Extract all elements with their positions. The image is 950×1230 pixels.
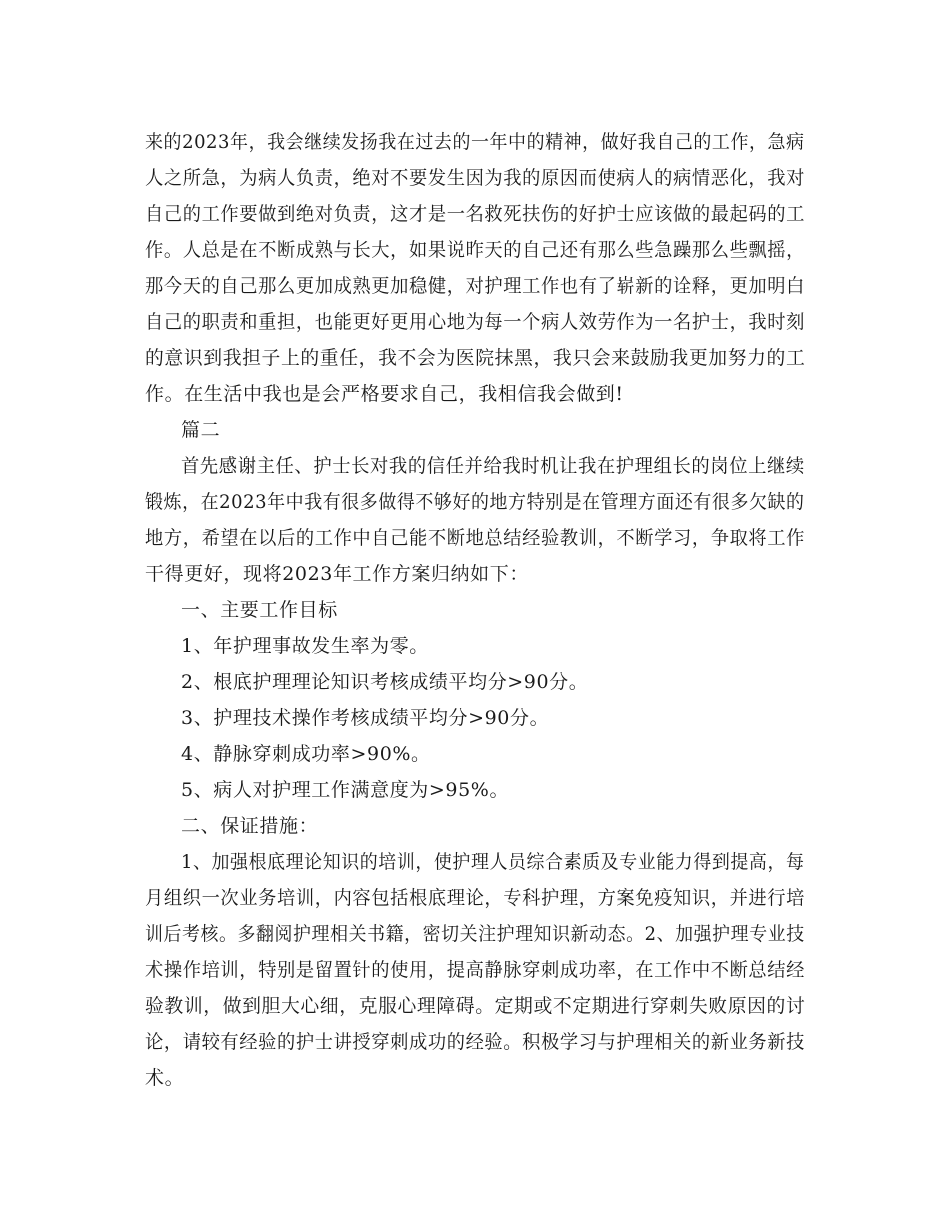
text-line: 1、加强根底理论知识的培训，使护理人员综合素质及专业能力得到提高，每 [181, 851, 805, 873]
section-heading: 篇二 [181, 419, 221, 441]
text-line: 首先感谢主任、护士长对我的信任并给我时机让我在护理组长的岗位上继续 [181, 455, 805, 477]
list-item: 5、病人对护理工作满意度为>95%。 [181, 779, 510, 801]
text-line: 验教训，做到胆大心细，克服心理障碍。定期或不定期进行穿刺失败原因的讨 [145, 995, 806, 1017]
text-line: 人之所急，为病人负责，绝对不要发生因为我的原因而使病人的病情恶化，我对 [145, 167, 806, 189]
text-line: 作。在生活中我也是会严格要求自己，我相信我会做到! [145, 383, 624, 405]
list-item: 3、护理技术操作考核成绩平均分>90分。 [181, 707, 550, 729]
list-item: 1、年护理事故发生率为零。 [181, 635, 429, 657]
text-line: 论，请较有经验的护士讲授穿刺成功的经验。积极学习与护理相关的新业务新技 [145, 1031, 806, 1053]
text-line: 术。 [145, 1067, 185, 1089]
text-line: 来的2023年，我会继续发扬我在过去的一年中的精神，做好我自己的工作，急病 [145, 131, 805, 153]
text-line: 自己的职责和重担，也能更好更用心地为每一个病人效劳作为一名护士，我时刻 [145, 311, 806, 333]
text-line: 作。人总是在不断成熟与长大，如果说昨天的自己还有那么些急躁那么些飘摇， [145, 239, 806, 261]
text-line: 那今天的自己那么更加成熟更加稳健，对护理工作也有了崭新的诠释，更加明白 [145, 275, 806, 297]
text-line: 锻炼，在2023年中我有很多做得不够好的地方特别是在管理方面还有很多欠缺的 [145, 491, 805, 513]
text-line: 的意识到我担子上的重任，我不会为医院抹黑，我只会来鼓励我更加努力的工 [145, 347, 806, 369]
text-line: 自己的工作要做到绝对负责，这才是一名救死扶伤的好护士应该做的最起码的工 [145, 203, 806, 225]
text-line: 术操作培训，特别是留置针的使用，提高静脉穿刺成功率，在工作中不断总结经 [145, 959, 806, 981]
list-item: 4、静脉穿刺成功率>90%。 [181, 743, 431, 765]
text-line: 月组织一次业务培训，内容包括根底理论，专科护理，方案免疫知识，并进行培 [145, 887, 806, 909]
text-line: 地方，希望在以后的工作中自己能不断地总结经验教训，不断学习，争取将工作 [145, 527, 806, 549]
subsection-heading: 二、保证措施： [181, 815, 319, 837]
list-item: 2、根底护理理论知识考核成绩平均分>90分。 [181, 671, 589, 693]
subsection-heading: 一、主要工作目标 [181, 599, 338, 621]
text-line: 训后考核。多翻阅护理相关书籍，密切关注护理知识新动态。2、加强护理专业技 [145, 923, 805, 945]
text-line: 干得更好，现将2023年工作方案归纳如下： [145, 563, 529, 585]
